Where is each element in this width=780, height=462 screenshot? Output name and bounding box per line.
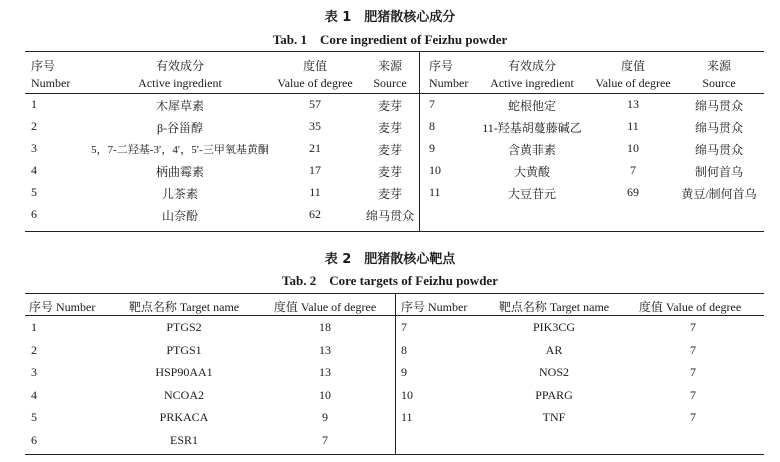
table1-row-9-degree: 10 xyxy=(627,141,639,155)
table1-row-4-ingredient: 柄曲霉素 xyxy=(155,165,205,179)
table1-row-8-source: 绵马贯众 xyxy=(694,121,744,135)
table1-row-3-degree: 21 xyxy=(309,141,321,155)
table2-row-4-degree: 10 xyxy=(319,388,331,402)
table1-row-7-ingredient: 蛇根他定 xyxy=(507,99,557,113)
table2-row-6-number: 6 xyxy=(31,433,37,447)
table1-row-3-source: 麦芽 xyxy=(377,143,403,157)
table2-header-target: 靶点名称 Target name xyxy=(128,300,240,314)
table2-caption-cn: 表 2 肥猪散核心靶点 xyxy=(324,252,456,267)
table1-row-1-ingredient: 木犀草素 xyxy=(155,99,205,113)
table2-row-7-degree: 7 xyxy=(690,320,696,334)
table1-row-6-ingredient: 山奈酚 xyxy=(161,209,199,223)
table1-header-degree: 度值 Value of degree xyxy=(277,59,353,90)
table1-header-source: 来源 Source xyxy=(373,59,407,90)
table2-row-7-target: PIK3CG xyxy=(532,320,576,334)
table1-row-8-number: 8 xyxy=(429,119,435,133)
table1-row-9-ingredient: 含黄菲素 xyxy=(507,143,557,157)
table2-row-11-degree: 7 xyxy=(690,410,696,424)
table1-row-2-number: 2 xyxy=(31,119,37,133)
table1-row-2-source: 麦芽 xyxy=(377,121,403,135)
table1-row-1-degree: 57 xyxy=(309,97,321,111)
table1-row-6-degree: 62 xyxy=(309,207,321,221)
table1-row-2-ingredient: β-谷甾醇 xyxy=(156,121,204,135)
table1-row-11-source: 黄豆/制何首乌 xyxy=(681,187,757,201)
table1-row-3-number: 3 xyxy=(31,141,37,155)
table1-row-9-number: 9 xyxy=(429,141,435,155)
table2-row-10-target: PPARG xyxy=(535,388,573,402)
table1-row-5-number: 5 xyxy=(31,185,37,199)
table1-caption-cn: 表 1 肥猪散核心成分 xyxy=(324,10,456,25)
table1-caption-en: Tab. 1 Core ingredient of Feizhu powder xyxy=(272,32,508,47)
table2-row-2-target: PTGS1 xyxy=(166,343,202,357)
table2-caption-en: Tab. 2 Core targets of Feizhu powder xyxy=(282,273,498,288)
table1-row-1-source: 麦芽 xyxy=(377,99,403,113)
table1-row-5-degree: 11 xyxy=(309,185,321,199)
table1-header-ingredient: 有效成分 Active ingredient xyxy=(138,59,222,90)
table2-row-10-degree: 7 xyxy=(690,388,696,402)
table1-header-degree-right: 度值 Value of degree xyxy=(595,59,671,90)
table1-header-number-right: 序号 Number xyxy=(429,59,469,90)
table1-divider xyxy=(419,52,420,231)
table2-row-6-target: ESR1 xyxy=(169,433,199,447)
table2-row-1-target: PTGS2 xyxy=(166,320,202,334)
table2-row-9-number: 9 xyxy=(401,365,407,379)
table1-row-6-source: 绵马贯众 xyxy=(365,209,415,223)
table2-row-1-degree: 18 xyxy=(319,320,331,334)
table1-row-4-degree: 17 xyxy=(309,163,321,177)
table2-header-degree-right: 度值 Value of degree xyxy=(638,300,742,314)
table1-row-9-source: 绵马贯众 xyxy=(694,143,744,157)
table2-row-8-degree: 7 xyxy=(690,343,696,357)
table2-row-7-number: 7 xyxy=(401,320,407,334)
table1-row-11-degree: 69 xyxy=(627,185,639,199)
table1-row-7-degree: 13 xyxy=(627,97,639,111)
table1-row-10-source: 制何首乌 xyxy=(694,165,744,179)
table1-header-rule xyxy=(25,93,764,94)
table1-row-5-source: 麦芽 xyxy=(377,187,403,201)
table1-header-number: 序号 Number xyxy=(31,59,71,90)
table2-row-5-number: 5 xyxy=(31,410,37,424)
table1-row-6-number: 6 xyxy=(31,207,37,221)
table1-row-10-ingredient: 大黄酸 xyxy=(513,165,551,179)
table2-row-8-target: AR xyxy=(545,343,563,357)
table2-row-9-target: NOS2 xyxy=(538,365,570,379)
table2-row-8-number: 8 xyxy=(401,343,407,357)
table2-row-9-degree: 7 xyxy=(690,365,696,379)
table2-row-2-degree: 13 xyxy=(319,343,331,357)
table2-divider xyxy=(395,294,396,454)
table2-row-11-number: 11 xyxy=(401,410,413,424)
table2 xyxy=(25,293,764,455)
table2-row-1-number: 1 xyxy=(31,320,37,334)
table1-row-7-number: 7 xyxy=(429,97,435,111)
table2-row-4-target: NCOA2 xyxy=(163,388,205,402)
table1-row-10-degree: 7 xyxy=(630,163,636,177)
table1-row-3-ingredient: 5，7-二羟基-3′，4′，5′-三甲氧基黄酮 xyxy=(91,144,269,156)
table1-row-4-source: 麦芽 xyxy=(377,165,403,179)
table2-row-3-degree: 13 xyxy=(319,365,331,379)
table1-header-source-right: 来源 Source xyxy=(702,59,736,90)
table2-row-6-degree: 7 xyxy=(322,433,328,447)
table2-row-10-number: 10 xyxy=(401,388,413,402)
table2-row-11-target: TNF xyxy=(542,410,566,424)
table1-row-2-degree: 35 xyxy=(309,119,321,133)
table2-row-2-number: 2 xyxy=(31,343,37,357)
table1-row-11-number: 11 xyxy=(429,185,441,199)
table2-row-3-number: 3 xyxy=(31,365,37,379)
table1-header-ingredient-right: 有效成分 Active ingredient xyxy=(490,59,574,90)
table1-row-8-degree: 11 xyxy=(627,119,639,133)
table2-row-4-number: 4 xyxy=(31,388,37,402)
table1-row-1-number: 1 xyxy=(31,97,37,111)
table1-row-5-ingredient: 儿茶素 xyxy=(161,187,199,201)
table2-row-3-target: HSP90AA1 xyxy=(155,365,213,379)
table1-row-7-source: 绵马贯众 xyxy=(694,99,744,113)
table2-row-5-target: PRKACA xyxy=(159,410,209,424)
table2-header-number-right: 序号 Number xyxy=(401,300,468,314)
table2-header-degree: 度值 Value of degree xyxy=(273,300,377,314)
table2-header-target-right: 靶点名称 Target name xyxy=(498,300,610,314)
table2-row-5-degree: 9 xyxy=(322,410,328,424)
table1-row-11-ingredient: 大豆苷元 xyxy=(507,187,557,201)
table2-header-number: 序号 Number xyxy=(29,300,96,314)
table1 xyxy=(25,51,764,232)
table1-row-4-number: 4 xyxy=(31,163,37,177)
table1-row-10-number: 10 xyxy=(429,163,441,177)
table1-row-8-ingredient: 11-羟基胡蔓藤碱乙 xyxy=(482,121,582,135)
